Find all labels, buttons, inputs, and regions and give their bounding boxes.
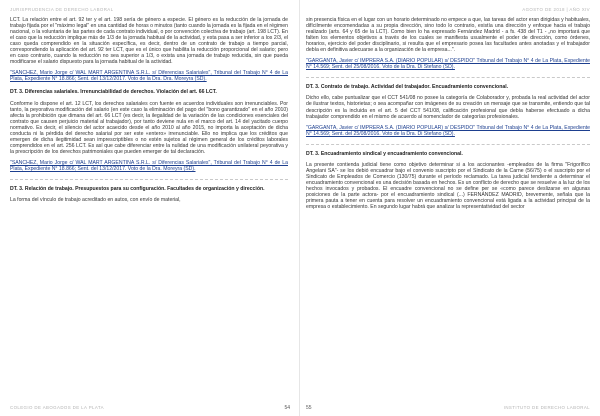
running-header: JURISPRUDENCIA DE DERECHO LABORAL <box>10 7 114 12</box>
case-citation: "GARGANTA, Javier c/ IMPRERA S.A. (DIARIO POPULAR) s/ DESPIDO" Tribunal del Trabajo N° 4 de La Plata, Expediente N° 14.569; Sent. del 25/08/2016. Voto de la Dra. Di Stefano (SD). <box>306 124 590 137</box>
right-page <box>302 0 598 416</box>
page-body <box>10 17 288 398</box>
page-number: 55 <box>306 405 312 411</box>
body-paragraph: La presente contienda judicial tiene como objetivo determinar si a los accionantes -empleados de la firma "Frigorífico Angelani SA"- se los debió encuadrar bajo el convenio suscripto por el Sindicato de la Carne (56/75) o el suscripto por el Sindicato de Empleados de Comercio (130/75) durante el período reclamado. La tarea judicial tendiente a determinar el encuadramiento convencional es una decisión basada en hechos. Es un conflicto de derecho que se resuelve a la luz de los hechos invocados y probados. El encuadre convencional no se define per se «como parece deslizarse en algunas posiciones de la parte actora- por el encuadramiento sindical (...) FERNÁNDEZ MADRID, brevemente, señala que la primera pauta a tener en cuenta para resolver un encuadramiento convencional está ligada a la actividad principal de la empresa o establecimiento. En segundo lugar habrá que analizar la representatividad del sector <box>306 161 590 211</box>
case-citation: "SANCHEZ, Mario Jorge c/ WAL MART ARGENTINA S.R.L. s/ Diferencias Salariales", Tribunal del Trabajo N° 4 de La Plata, Expediente N° 18.866; Sent. del 13/12/2017. Voto de la Dra. Moreyra (SD). <box>10 159 288 172</box>
section-heading: DT. 3. Diferencias salariales. Irrenunciabilidad de derechos. Violación del art. 66 LCT. <box>10 89 217 96</box>
running-header: AGOSTO DE 2018 | AÑO XIV <box>522 7 590 12</box>
section-divider <box>306 144 590 145</box>
section-divider <box>306 77 590 78</box>
body-paragraph: Dicho ello, cabe puntualizar que el CCT 541/08 no posee la categoría de Colaborador y, probada la real actividad del actor de ilustrar textos, historietas; o sea acompañar con imágenes de su creación un mensaje que se transmite, entiendo que tal descripción es la incluida en el art. 5 del CCT 541/08, calificación profesional que debía haberse efectuado a dicha trabajador comprendido en el mismo de acuerdo al nomenclador de categorías profesionales. <box>306 95 590 120</box>
case-citation: "SANCHEZ, Mario Jorge c/ WAL MART ARGENTINA S.R.L. s/ Diferencias Salariales", Tribunal del Trabajo N° 4 de La Plata, Expediente N° 18.866; Sent. del 13/12/2017. Voto de la Dra. Dra. Moreyra (SD). <box>10 70 288 83</box>
body-paragraph: sin presencia física en el lugar con un horario determinado no empece a que, las tareas del actor eran dirigidas y habituales, difícilmente encomendadas a su propia dirección, sino todo lo contrario, existía una dirección y enfoque hacia el trabajo realizado (arts. 64 y 65 de la LCT). Como bien lo ha expresado Fernández Madrid - a fs. 438 del T1 - „no importará que falten los elementos objetivos a través de los cuales se manifiesta usualmente el poder de dirección, como órdenes, horarios, ejercicio del poder disciplinario, si resulta que el empresario posea las facultades antes anotadas y el trabajador debía en definitiva adecuarse a la organización de la empresa...". <box>306 17 590 54</box>
page-gutter <box>299 0 300 416</box>
body-paragraph: La forma del vínculo de trabajo acreditado en autos, con envío de material, <box>10 197 181 204</box>
section-heading: DT. 3. Encuadramiento sindical y encuadramiento convencional. <box>306 150 463 157</box>
page-body <box>306 17 590 398</box>
body-paragraph: Conforme lo dispone el art. 12 LCT, los derechos salariales con fuente en acuerdos individuales son irrenunciables. Por tanto, la peyorativa modificación del salario (en este caso la eliminación del pago del "bono garantizado" en el año 2010) afecta la prohibición que dimana del art. 66 LCT (es decir, la ilegalidad de la variación de las condiciones esenciales del contrato que causen perjuicio material al trabajador), por tanto deviene nula en el marco del art. 14 del yacitado cuerpo normativo. Es decir, el silencio del actor acaecido desde el año 2010 al año 2015, no importa la aceptación de dicha conducta ni la pérdida del derecho salarial por ser este «entero» irrenunciable. Ello no implica que los créditos que emergen de dicha ilegitimidad sean imprescriptibles o no estén sujetos al régimen general de los créditos laborales comprendidos en el art. 256 LCT. Es así que cabe diferenciar entre la nulidad de una modificación unilateral peyorativa y la prescripción de los derechos patrimoniales que pueden emerger de tal declaración. <box>10 100 288 155</box>
section-heading: DT. 3. Contrato de trabajo. Actividad del trabajador. Encuadramiento convencional. <box>306 84 509 91</box>
page-number: 54 <box>284 405 290 411</box>
body-paragraph: LCT. La relación entre el art. 92 ter y el art. 198 sería de género a especie. El género es la reducción de la jornada de trabajo fijada por el "máximo legal" en una cantidad de horas o minutos (tanto cuando la jornada es la fijada en el régimen nacional, o la voluntaria de las partes de cada contrato individual, o por convención colectiva de trabajo (art. 198 LCT). En el caso que la reducción implique más de 1/3 de la jornada habitual de la actividad, y esta pasa a ser inferior a los 2/3, el caso queda comprendido en la situación específica, es decir, dentro de un contrato de trabajo a tiempo parcial, correspondiendo la aplicación del art. 92 ter LCT, que es el único que habilita la reducción proporcional del salario; pero en caso contrario, cuando la reducción no sea superior a 1/3, o exista una jornada de trabajo reducida, sin que pueda modificarse el salario dispuesto para la jornada habitual de la actividad. <box>10 17 288 66</box>
section-divider <box>10 179 288 180</box>
running-footer: COLEGIO DE ABOGADOS DE LA PLATA <box>10 405 104 410</box>
running-footer: INSTITUTO DE DERECHO LABORAL <box>503 405 590 410</box>
section-heading: DT. 3. Relación de trabajo. Presupuestos para su configuración. Facultades de organización y dirección. <box>10 186 265 193</box>
case-citation: "GARGANTA, Javier c/ IMPRERA S.A. (DIARIO POPULAR) s/ DESPIDO" Tribunal del Trabajo N° 4 de La Plata, Expediente N° 14.569; Sent. del 25/08/2016. Voto de la Dra. Di Stefano (SD). <box>306 58 590 71</box>
left-page <box>0 0 296 416</box>
